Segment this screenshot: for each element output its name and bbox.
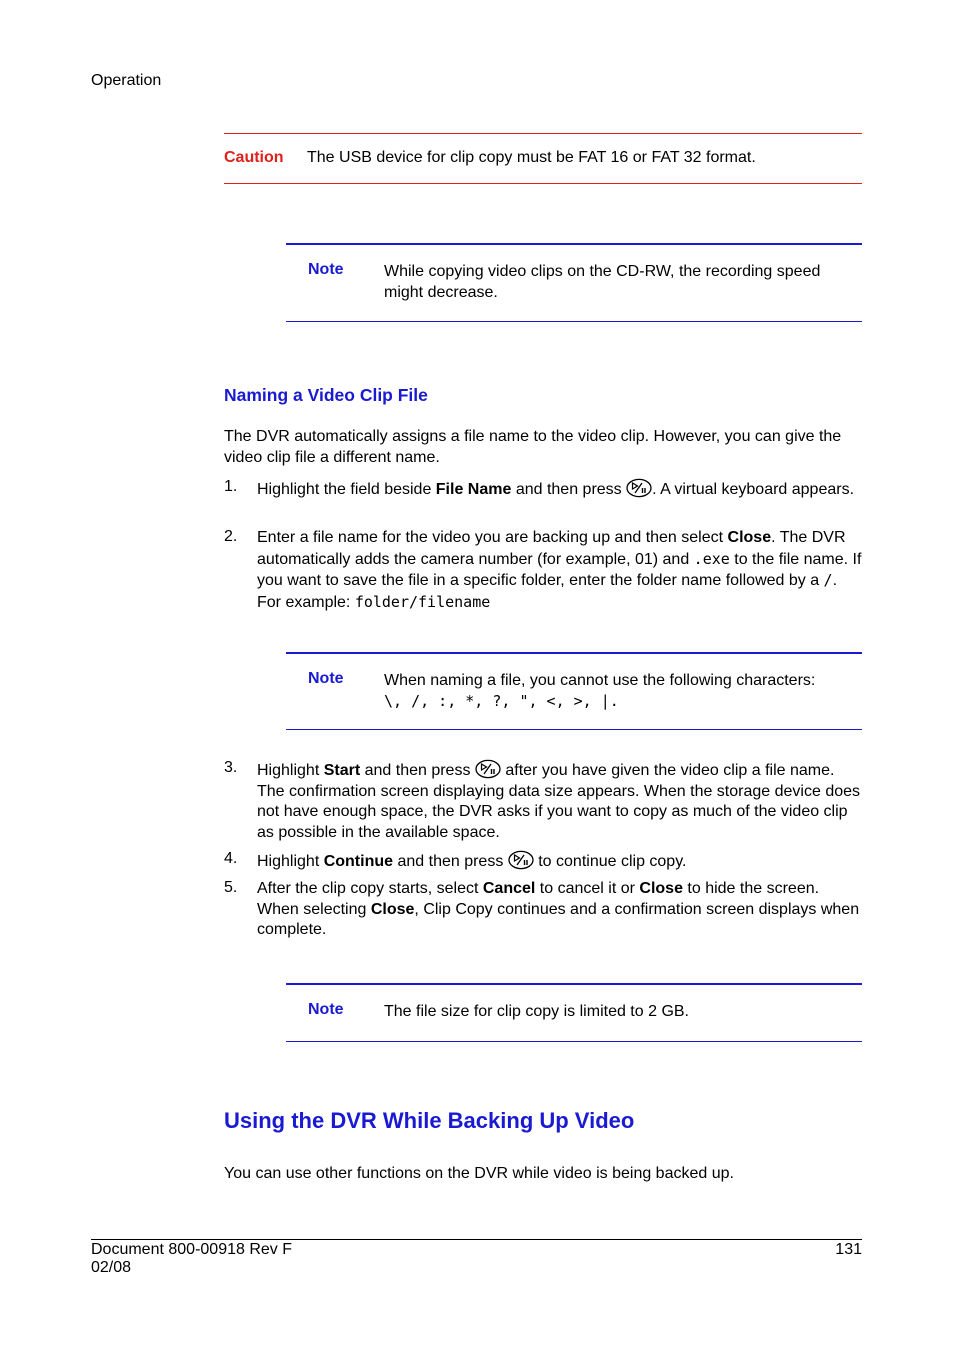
step-text-segment: to hide the screen. When selecting xyxy=(257,880,820,918)
footer-date: 02/08 xyxy=(91,1259,132,1276)
step-text-segment: , Clip Copy continues and a confirmation screen displays when complete. xyxy=(257,900,860,938)
code-slash: / xyxy=(823,571,833,589)
note-label: Note xyxy=(308,670,344,687)
ui-term-file-name: File Name xyxy=(435,481,512,498)
step-text-segment: . For example: xyxy=(257,572,838,611)
step-text-4 xyxy=(257,850,862,873)
ui-term-start: Start xyxy=(323,762,361,779)
step-text-segment: Enter a file name for the video you are backing up and then select xyxy=(257,529,728,546)
page-number: 131 xyxy=(835,1241,862,1258)
caution-box xyxy=(224,133,862,184)
step-number-3: 3. xyxy=(224,759,238,776)
step-number-5: 5. xyxy=(224,879,238,896)
step-text-segment: and then press xyxy=(360,762,475,779)
step-text-segment: Highlight the field beside xyxy=(257,481,436,498)
step-text-1 xyxy=(257,478,862,501)
note-box-3 xyxy=(286,983,862,1042)
step-text-segment: . A virtual keyboard appears. xyxy=(652,481,855,498)
step-number-1: 1. xyxy=(224,478,238,495)
play-pause-button-icon xyxy=(475,759,501,779)
note-text xyxy=(384,670,854,712)
footer-document-info xyxy=(91,1241,292,1277)
ui-term-close: Close xyxy=(370,900,415,918)
step-number-4: 4. xyxy=(224,850,238,867)
caution-label: Caution xyxy=(224,149,284,166)
step-text-segment: Highlight xyxy=(257,853,324,870)
running-header: Operation xyxy=(91,72,162,89)
note-text-line: When naming a file, you cannot use the following characters: xyxy=(384,672,816,689)
play-pause-button-icon xyxy=(508,850,534,870)
step-number-2: 2. xyxy=(224,528,238,545)
naming-intro-paragraph: The DVR automatically assigns a file name to the video clip. However, you can give the video clip file a different name. xyxy=(224,428,842,466)
code-extension: .exe xyxy=(693,549,730,568)
step-text-segment: After the clip copy starts, select xyxy=(257,880,483,897)
caution-text: The USB device for clip copy must be FAT 16 or FAT 32 format. xyxy=(307,149,756,166)
step-text-segment: to the file name. If you want to save the file in a specific folder, enter the folder name followed by a xyxy=(257,550,862,589)
ui-term-close: Close xyxy=(727,529,772,546)
footer-document-number: Document 800-00918 Rev F xyxy=(91,1241,292,1258)
ui-term-continue: Continue xyxy=(323,853,394,870)
footer-divider xyxy=(91,1239,862,1240)
using-dvr-paragraph: You can use other functions on the DVR while video is being backed up. xyxy=(224,1165,734,1182)
play-pause-button-icon xyxy=(626,478,652,498)
step-text-segment: to cancel it or xyxy=(535,880,640,897)
step-text-segment: . The DVR automatically adds the camera number (for example, 01) and xyxy=(257,529,846,568)
ui-term-cancel: Cancel xyxy=(482,880,536,897)
note-label: Note xyxy=(308,1001,344,1018)
step-text-3 xyxy=(257,759,862,843)
note-label: Note xyxy=(308,261,344,278)
section-heading-using-dvr: Using the DVR While Backing Up Video xyxy=(224,1108,635,1133)
step-text-segment: and then press xyxy=(511,481,627,498)
step-text-segment: after you have given the video clip a file name. The confirmation screen displaying data size appears. When the storage device does not have enough space, the DVR asks if you want to copy as much of the video clip as possible in the available space. xyxy=(257,762,861,841)
step-text-segment: Highlight xyxy=(257,762,324,779)
step-text-segment: and then press xyxy=(393,853,508,870)
note-box-2 xyxy=(286,652,862,730)
code-example-path: folder/filename xyxy=(354,592,491,611)
ui-term-close: Close xyxy=(639,880,683,897)
step-text-2 xyxy=(257,528,862,613)
note-text: While copying video clips on the CD-RW, the recording speed might decrease. xyxy=(384,263,821,301)
note-box-1 xyxy=(286,243,862,322)
step-text-segment: to continue clip copy. xyxy=(533,853,687,870)
forbidden-characters: \, /, :, *, ?, ", <, >, |. xyxy=(384,692,619,710)
note-text: The file size for clip copy is limited to 2 GB. xyxy=(384,1003,689,1020)
section-heading-naming: Naming a Video Clip File xyxy=(224,385,428,405)
step-text-5 xyxy=(257,879,862,941)
